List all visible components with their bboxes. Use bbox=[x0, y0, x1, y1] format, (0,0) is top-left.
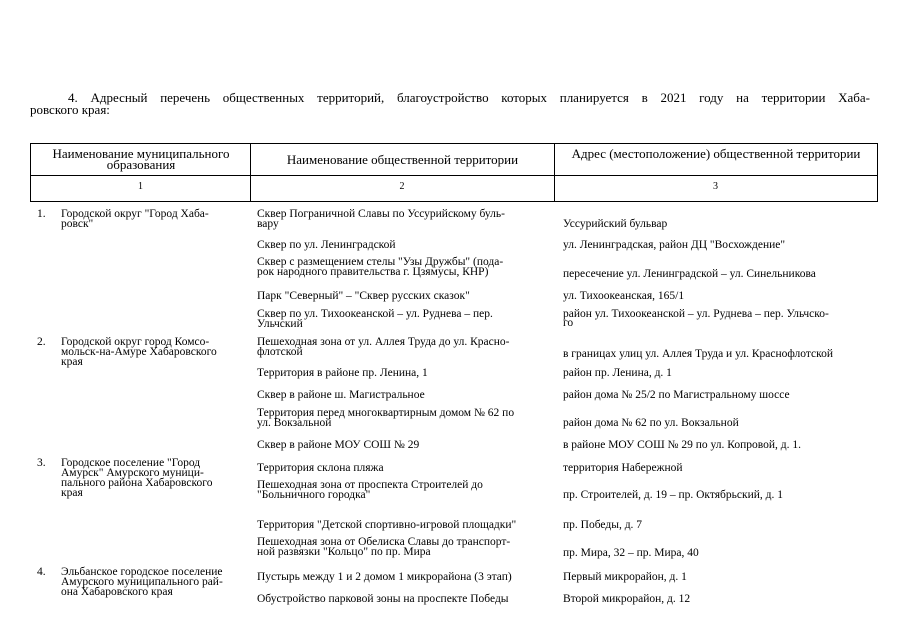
address-line: район пр. Ленина, д. 1 bbox=[563, 367, 672, 379]
address-line: Первый микрорайон, д. 1 bbox=[563, 571, 687, 583]
address-line: пр. Строителей, д. 19 – пр. Октябрьский, д. 1 bbox=[563, 489, 783, 501]
territory-line: Сквер в районе ш. Магистральное bbox=[257, 389, 425, 401]
address-line: Уссурийский бульвар bbox=[563, 218, 668, 230]
municipality-name-line: пального района Хабаровского bbox=[61, 477, 213, 489]
address-line: район дома № 25/2 по Магистральному шоссе bbox=[563, 389, 790, 401]
territory-line: рок народного правительства г. Цзямусы, КНР) bbox=[257, 266, 489, 278]
address-line: пересечение ул. Ленинградской – ул. Синельникова bbox=[563, 268, 816, 280]
municipality-name-line: края bbox=[61, 487, 83, 499]
address-line: ул. Ленинградская, район ДЦ "Восхождение" bbox=[563, 239, 786, 251]
municipality-name-line: Городское поселение "Город bbox=[61, 457, 201, 469]
territory-line: Территория "Детской спортивно-игровой площадки" bbox=[257, 519, 517, 531]
territory-line: Территория в районе пр. Ленина, 1 bbox=[257, 367, 428, 379]
municipality-name-line: мольск-на-Амуре Хабаровского bbox=[61, 346, 217, 358]
municipality-name-line: ровск" bbox=[61, 218, 94, 230]
territory-line: Ульчский bbox=[257, 318, 303, 330]
address-line: ул. Тихоокеанская, 165/1 bbox=[563, 290, 685, 302]
municipality-number: 4. bbox=[37, 566, 46, 578]
territory-line: флотской bbox=[257, 346, 303, 358]
intro-line-1: 4. Адресный перечень общественных территорий, благоустройство которых планируется в 2021 году на территории Хаба- bbox=[68, 90, 870, 105]
header-number-3: 3 bbox=[713, 181, 718, 192]
municipality-number: 1. bbox=[37, 208, 46, 220]
header-number-1: 1 bbox=[138, 181, 143, 192]
municipality-number: 2. bbox=[37, 336, 46, 348]
territory-line: Парк "Северный" – "Сквер русских сказок" bbox=[257, 290, 470, 302]
table-header bbox=[30, 143, 878, 202]
territory-line: Пешеходная зона от проспекта Строителей до bbox=[257, 479, 483, 491]
municipality-name-line: Эльбанское городское поселение bbox=[61, 566, 223, 578]
municipality-name-line: Городской округ город Комсо- bbox=[61, 336, 210, 348]
municipality-name-line: края bbox=[61, 356, 83, 368]
intro-line-2: ровского края: bbox=[30, 102, 110, 117]
territory-line: ул. Вокзальной bbox=[257, 417, 332, 429]
territory-line: Сквер по ул. Тихоокеанской – ул. Руднева – пер. bbox=[257, 308, 493, 320]
address-line: го bbox=[563, 317, 574, 329]
address-line: территория Набережной bbox=[563, 462, 683, 474]
territory-line: Пустырь между 1 и 2 домом 1 микрорайона (3 этап) bbox=[257, 571, 512, 583]
municipality-name-line: Амурск" Амурского муници- bbox=[61, 467, 204, 479]
territory-line: Пешеходная зона от Обелиска Славы до транспорт- bbox=[257, 536, 511, 548]
territory-line: "Больничного городка" bbox=[257, 489, 371, 501]
address-line: район дома № 62 по ул. Вокзальной bbox=[563, 417, 739, 429]
territory-line: вару bbox=[257, 218, 279, 230]
address-line: в границах улиц ул. Аллея Труда и ул. Краснофлотской bbox=[563, 348, 834, 360]
address-line: пр. Победы, д. 7 bbox=[563, 519, 643, 531]
territory-line: Территория перед многоквартирным домом № 62 по bbox=[257, 407, 515, 419]
header-number-2: 2 bbox=[399, 181, 405, 192]
municipality-name-line: Амурского муниципального рай- bbox=[61, 576, 223, 588]
intro-paragraph bbox=[30, 92, 870, 116]
header-address: Адрес (местоположение) общественной территории bbox=[571, 146, 861, 161]
municipality-name-line: Городской округ "Город Хаба- bbox=[61, 208, 209, 220]
address-line: пр. Мира, 32 – пр. Мира, 40 bbox=[563, 547, 699, 559]
territory-line: ной развязки "Кольцо" по пр. Мира bbox=[257, 546, 431, 558]
header-municipality: Наименование муниципального образования bbox=[52, 146, 230, 172]
territory-line: Сквер в районе МОУ СОШ № 29 bbox=[257, 439, 420, 451]
territory-line: Сквер Пограничной Славы по Уссурийскому буль- bbox=[257, 208, 505, 220]
municipality-name-line: она Хабаровского края bbox=[61, 586, 173, 598]
address-line: район ул. Тихоокеанской – ул. Руднева – пер. Ульчско- bbox=[563, 308, 829, 320]
territory-line: Пешеходная зона от ул. Аллея Труда до ул. Красно- bbox=[257, 336, 510, 348]
territory-line: Сквер с размещением стелы "Узы Дружбы" (пода- bbox=[257, 256, 504, 268]
address-line: Второй микрорайон, д. 12 bbox=[563, 593, 691, 605]
territory-line: Территория склона пляжа bbox=[257, 462, 384, 474]
territory-line: Сквер по ул. Ленинградской bbox=[257, 239, 396, 251]
header-territory: Наименование общественной территории bbox=[286, 152, 519, 167]
municipality-number: 3. bbox=[37, 457, 46, 469]
territory-line: Обустройство парковой зоны на проспекте Победы bbox=[257, 593, 509, 605]
address-line: в районе МОУ СОШ № 29 по ул. Копровой, д. 1. bbox=[563, 439, 802, 451]
